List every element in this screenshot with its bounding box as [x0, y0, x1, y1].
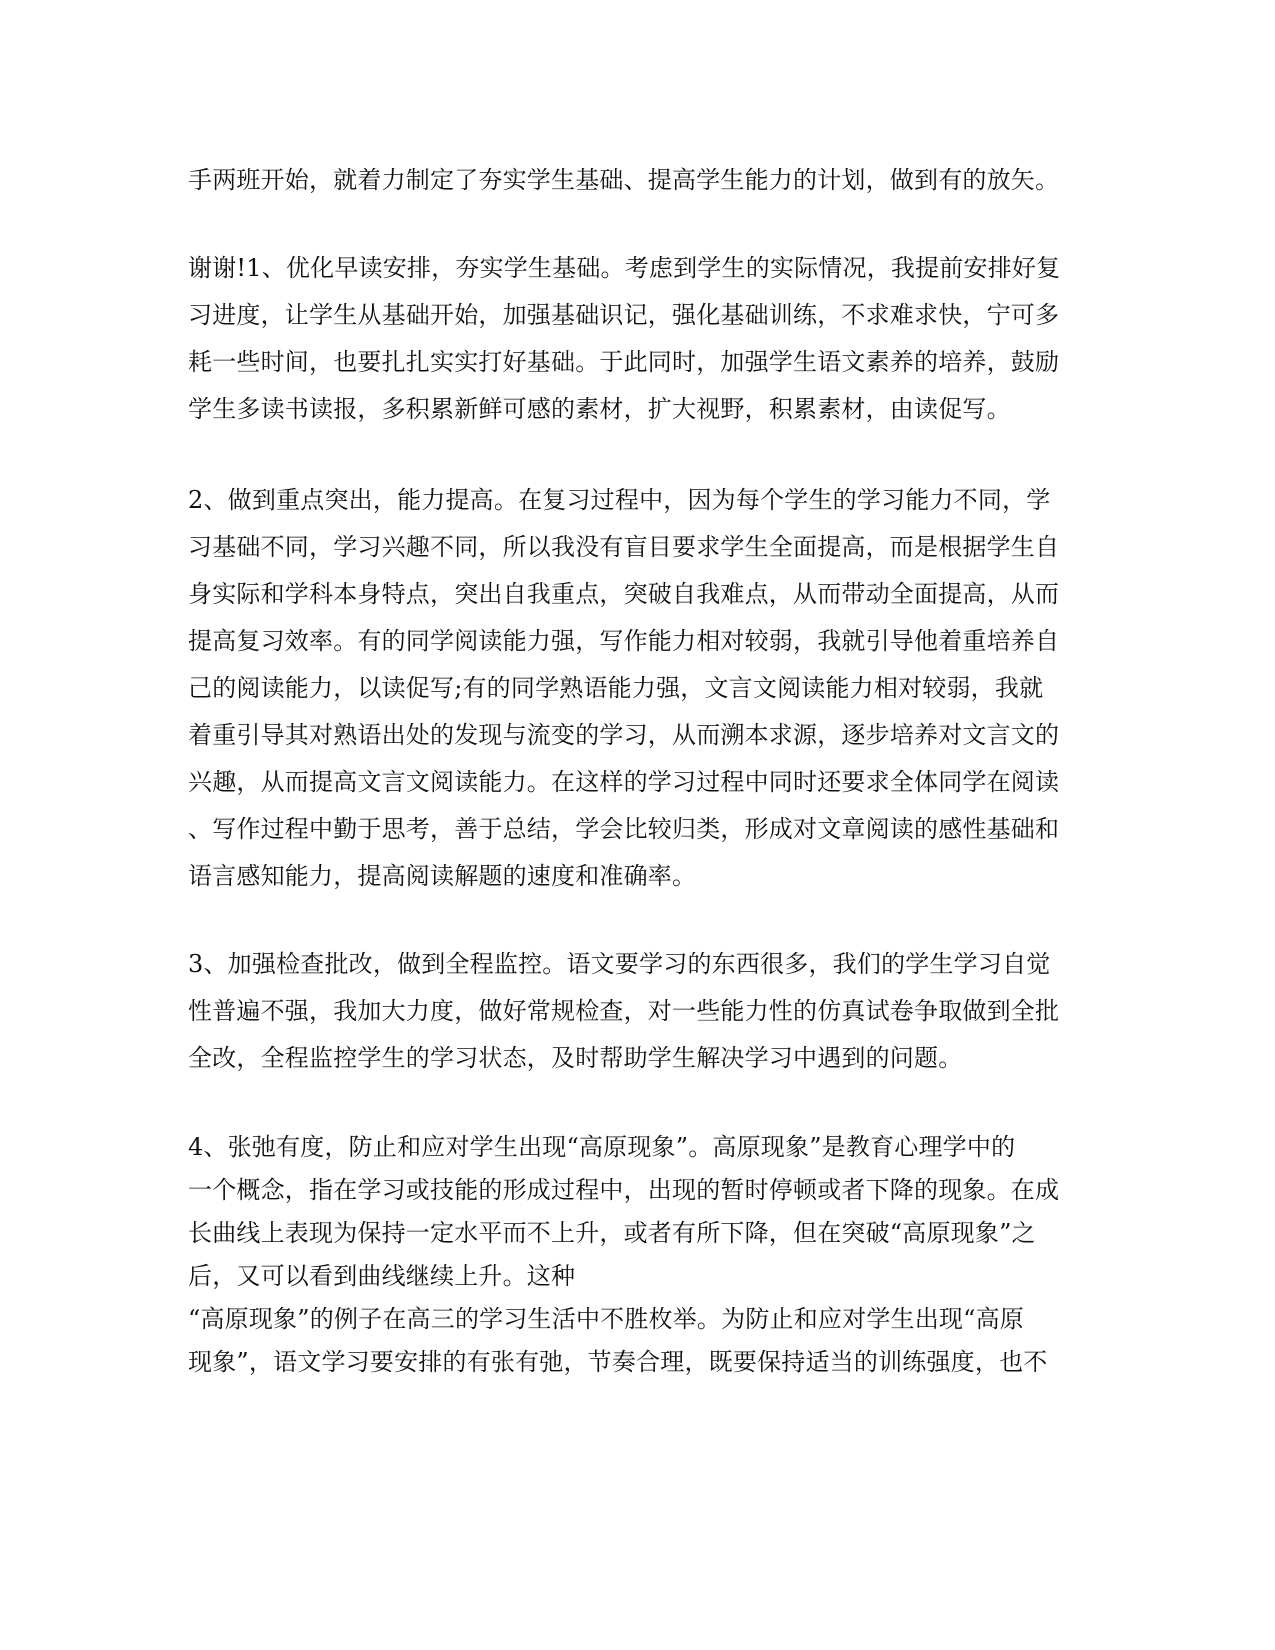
text-line: 2、做到重点突出，能力提高。在复习过程中，因为每个学生的学习能力不同，学	[188, 486, 1051, 514]
text-line: 习进度，让学生从基础开始，加强基础识记，强化基础训练，不求难求快，宁可多	[188, 301, 1060, 329]
text-line: 谢谢!1、优化早读安排，夯实学生基础。考虑到学生的实际情况，我提前安排好复	[188, 254, 1061, 282]
text-line: 语言感知能力，提高阅读解题的速度和准确率。	[188, 862, 697, 890]
text-line: 现象”，语文学习要安排的有张有弛，节奏合理，既要保持适当的训练强度，也不	[188, 1348, 1048, 1376]
text-line: 己的阅读能力，以读促写;有的同学熟语能力强，文言文阅读能力相对较弱，我就	[188, 674, 1044, 702]
text-line: 学生多读书读报，多积累新鲜可感的素材，扩大视野，积累素材，由读促写。	[188, 395, 1011, 423]
paragraph-1	[188, 245, 1088, 433]
text-line: 习基础不同，学习兴趣不同，所以我没有盲目要求学生全面提高，而是根据学生自	[188, 533, 1060, 561]
text-line: 身实际和学科本身特点，突出自我重点，突破自我难点，从而带动全面提高，从而	[188, 580, 1060, 608]
text-line: 3、加强检查批改，做到全程监控。语文要学习的东西很多，我们的学生学习自觉	[188, 950, 1051, 978]
text-line: “高原现象”的例子在高三的学习生活中不胜枚举。为防止和应对学生出现“高原	[188, 1305, 1025, 1333]
paragraph-0	[188, 157, 1088, 204]
text-line: 4、张弛有度，防止和应对学生出现“高原现象”。高原现象”是教育心理学中的	[188, 1133, 1016, 1161]
text-line: 一个概念，指在学习或技能的形成过程中，出现的暂时停顿或者下降的现象。在成	[188, 1176, 1060, 1204]
text-line: 手两班开始，就着力制定了夯实学生基础、提高学生能力的计划，做到有的放矢。	[188, 166, 1060, 194]
text-line: 、写作过程中勤于思考，善于总结，学会比较归类，形成对文章阅读的感性基础和	[188, 815, 1060, 843]
text-line: 提高复习效率。有的同学阅读能力强，写作能力相对较弱，我就引导他着重培养自	[188, 627, 1060, 655]
text-line: 性普遍不强，我加大力度，做好常规检查，对一些能力性的仿真试卷争取做到全批	[188, 997, 1060, 1025]
paragraph-3	[188, 941, 1088, 1082]
text-line: 耗一些时间，也要扎扎实实打好基础。于此同时，加强学生语文素养的培养，鼓励	[188, 348, 1060, 376]
text-line: 着重引导其对熟语出处的发现与流变的学习，从而溯本求源，逐步培养对文言文的	[188, 721, 1060, 749]
text-line: 长曲线上表现为保持一定水平而不上升，或者有所下降，但在突破“高原现象”之	[188, 1219, 1036, 1247]
text-line: 全改，全程监控学生的学习状态，及时帮助学生解决学习中遇到的问题。	[188, 1044, 963, 1072]
paragraph-4	[188, 1126, 1088, 1384]
text-line: 兴趣，从而提高文言文阅读能力。在这样的学习过程中同时还要求全体同学在阅读	[188, 768, 1060, 796]
paragraph-2	[188, 477, 1088, 900]
text-line: 后，又可以看到曲线继续上升。这种	[188, 1262, 576, 1290]
